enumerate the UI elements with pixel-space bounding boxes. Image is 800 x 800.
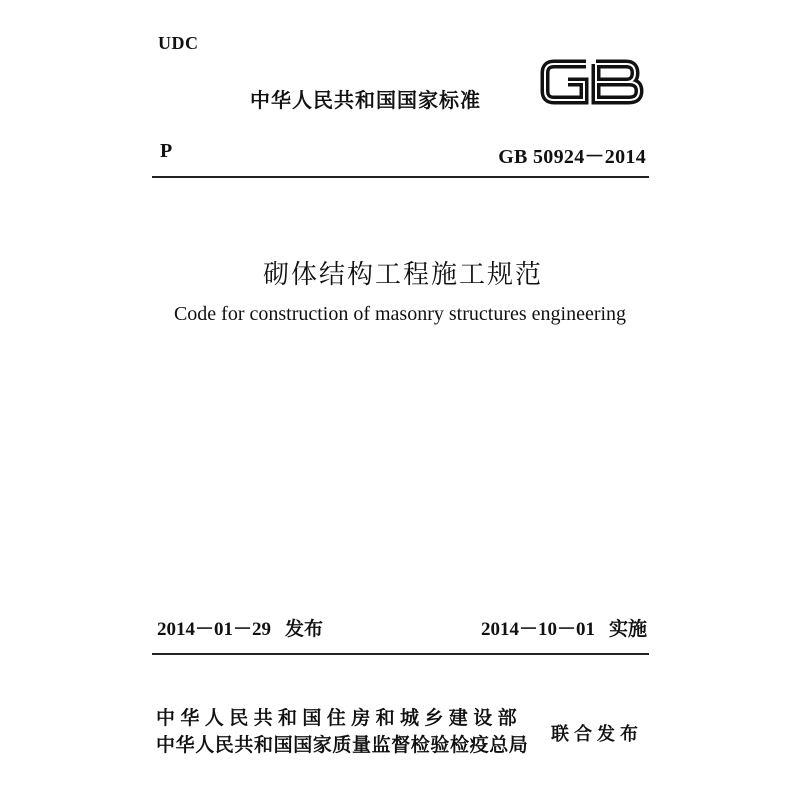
gb-logo [540,58,644,106]
implementation-date: 2014－10－01 [480,619,595,640]
joint-issue-label: 联合发布 [551,724,643,745]
bottom-divider [152,653,649,655]
standard-type-heading: 中华人民共和国国家标准 [250,88,481,112]
implementation-date-block [481,614,647,641]
issuer-ministry-housing: 中华人民共和国住房和城乡建设部 [156,707,523,729]
issuer-quality-administration: 中华人民共和国国家质量监督检验检疫总局 [156,734,529,756]
issue-label: 发布 [285,618,324,640]
title-chinese: 砌体结构工程施工规范 [262,260,543,290]
implementation-label: 实施 [608,618,647,640]
issue-date: 2014－01－29 [157,619,272,640]
top-divider [152,176,649,178]
issue-date-block [157,614,323,641]
category-code: P [160,140,173,162]
title-english: Code for construction of masonry structures engineering [173,303,627,325]
issuers-list [156,705,528,759]
standard-number: GB 50924－2014 [498,146,646,168]
udc-label: UDC [158,33,199,53]
